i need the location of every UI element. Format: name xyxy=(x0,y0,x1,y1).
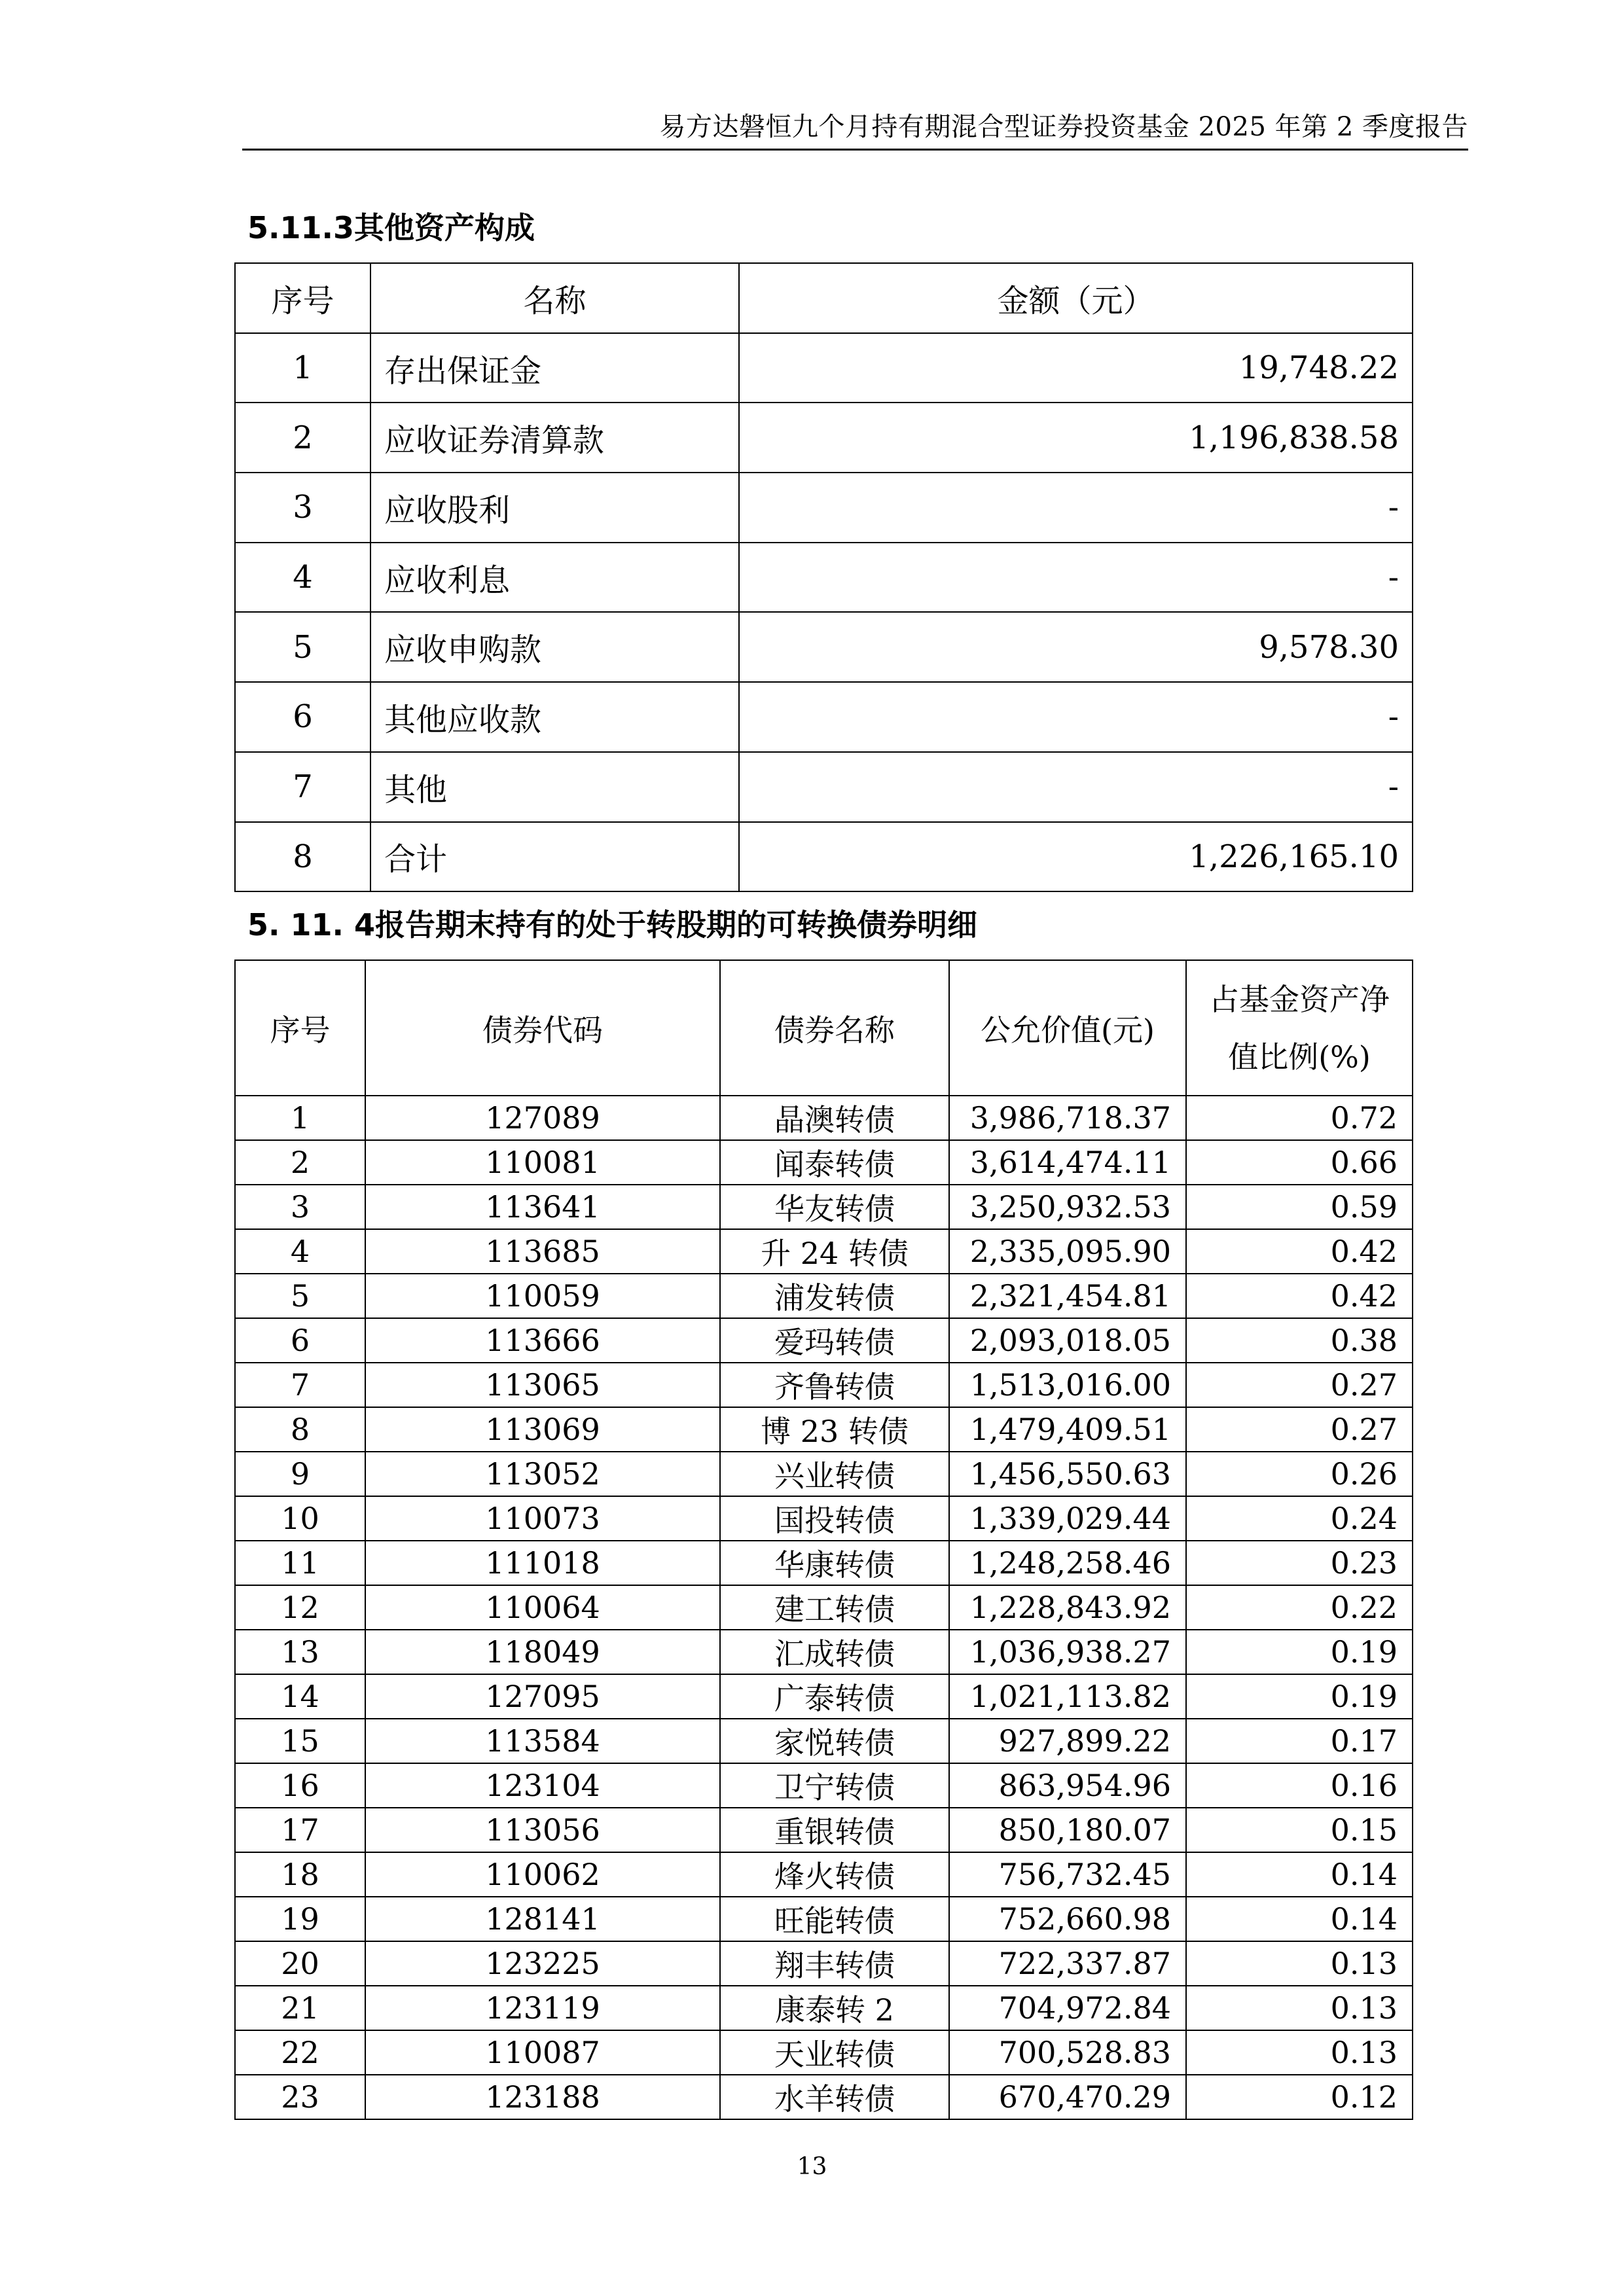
bond-name: 建工转债 xyxy=(720,1585,949,1630)
bond-code: 110073 xyxy=(365,1496,720,1541)
bond-code: 113584 xyxy=(365,1719,720,1763)
bond-code: 123119 xyxy=(365,1986,720,2030)
fair-value: 2,093,018.05 xyxy=(949,1318,1186,1363)
nav-ratio: 0.19 xyxy=(1186,1674,1413,1719)
table-row xyxy=(235,1808,1413,1852)
bond-name: 汇成转债 xyxy=(720,1630,949,1674)
bond-name: 旺能转债 xyxy=(720,1897,949,1941)
table-row xyxy=(235,1229,1413,1274)
bond-name: 广泰转债 xyxy=(720,1674,949,1719)
bond-name: 华康转债 xyxy=(720,1541,949,1585)
row-index: 12 xyxy=(235,1585,365,1630)
nav-ratio: 0.22 xyxy=(1186,1585,1413,1630)
table-row xyxy=(235,1674,1413,1719)
table-row xyxy=(235,1140,1413,1185)
bond-name: 华友转债 xyxy=(720,1185,949,1229)
asset-amount: 9,578.30 xyxy=(739,612,1413,682)
nav-ratio: 0.16 xyxy=(1186,1763,1413,1808)
fair-value: 1,248,258.46 xyxy=(949,1541,1186,1585)
bond-name: 水羊转债 xyxy=(720,2075,949,2119)
nav-ratio: 0.27 xyxy=(1186,1363,1413,1407)
row-index: 13 xyxy=(235,1630,365,1674)
fair-value: 1,339,029.44 xyxy=(949,1496,1186,1541)
bond-code: 110081 xyxy=(365,1140,720,1185)
row-index: 6 xyxy=(235,1318,365,1363)
nav-ratio: 0.26 xyxy=(1186,1452,1413,1496)
asset-name: 存出保证金 xyxy=(370,333,739,403)
nav-ratio: 0.15 xyxy=(1186,1808,1413,1852)
table-row xyxy=(235,1719,1413,1763)
fair-value: 3,250,932.53 xyxy=(949,1185,1186,1229)
page-number: 13 xyxy=(797,2153,827,2180)
table-row xyxy=(235,1096,1413,1140)
column-header: 名称 xyxy=(370,263,739,333)
nav-ratio: 0.24 xyxy=(1186,1496,1413,1541)
nav-ratio: 0.12 xyxy=(1186,2075,1413,2119)
bond-name: 浦发转债 xyxy=(720,1274,949,1318)
bond-code: 118049 xyxy=(365,1630,720,1674)
bond-code: 113069 xyxy=(365,1407,720,1452)
fair-value: 850,180.07 xyxy=(949,1808,1186,1852)
asset-amount: - xyxy=(739,752,1413,822)
bond-code: 113052 xyxy=(365,1452,720,1496)
bond-rows xyxy=(235,1096,1413,2119)
row-index: 14 xyxy=(235,1674,365,1719)
bond-name: 烽火转债 xyxy=(720,1852,949,1897)
table-row xyxy=(235,403,1413,473)
nav-ratio: 0.13 xyxy=(1186,2030,1413,2075)
table-row xyxy=(235,682,1413,752)
bond-name: 重银转债 xyxy=(720,1808,949,1852)
fair-value: 1,228,843.92 xyxy=(949,1585,1186,1630)
table-row xyxy=(235,333,1413,403)
asset-name: 其他应收款 xyxy=(370,682,739,752)
page-header-title: 易方达磐恒九个月持有期混合型证券投资基金 2025 年第 2 季度报告 xyxy=(659,112,1468,142)
table-row-total xyxy=(235,822,1413,892)
fair-value: 756,732.45 xyxy=(949,1852,1186,1897)
table-row xyxy=(235,1274,1413,1318)
bond-name: 齐鲁转债 xyxy=(720,1363,949,1407)
row-index: 1 xyxy=(235,333,370,403)
bond-name: 卫宁转债 xyxy=(720,1763,949,1808)
row-index: 2 xyxy=(235,1140,365,1185)
row-index: 5 xyxy=(235,612,370,682)
table-row xyxy=(235,1986,1413,2030)
bond-code: 127095 xyxy=(365,1674,720,1719)
bond-code: 123188 xyxy=(365,2075,720,2119)
row-index: 5 xyxy=(235,1274,365,1318)
table-row xyxy=(235,1452,1413,1496)
bond-name: 升 24 转债 xyxy=(720,1229,949,1274)
asset-name: 合计 xyxy=(370,822,739,892)
bond-code: 111018 xyxy=(365,1541,720,1585)
fair-value: 2,321,454.81 xyxy=(949,1274,1186,1318)
bond-name: 兴业转债 xyxy=(720,1452,949,1496)
asset-amount: 19,748.22 xyxy=(739,333,1413,403)
row-index: 8 xyxy=(235,822,370,892)
nav-ratio: 0.13 xyxy=(1186,1986,1413,2030)
bond-name: 晶澳转债 xyxy=(720,1096,949,1140)
table-row xyxy=(235,1630,1413,1674)
row-index: 18 xyxy=(235,1852,365,1897)
row-index: 20 xyxy=(235,1941,365,1986)
bond-name: 康泰转 2 xyxy=(720,1986,949,2030)
table-row xyxy=(235,1496,1413,1541)
table-row xyxy=(235,2075,1413,2119)
bond-name: 翔丰转债 xyxy=(720,1941,949,1986)
table-row xyxy=(235,612,1413,682)
nav-ratio: 0.42 xyxy=(1186,1229,1413,1274)
bond-code: 113056 xyxy=(365,1808,720,1852)
row-index: 3 xyxy=(235,473,370,543)
bond-code: 113641 xyxy=(365,1185,720,1229)
fair-value: 1,479,409.51 xyxy=(949,1407,1186,1452)
bond-code: 127089 xyxy=(365,1096,720,1140)
bond-code: 123225 xyxy=(365,1941,720,1986)
table-header-row xyxy=(235,263,1413,333)
bond-name: 闻泰转债 xyxy=(720,1140,949,1185)
row-index: 17 xyxy=(235,1808,365,1852)
bond-code: 123104 xyxy=(365,1763,720,1808)
nav-ratio: 0.17 xyxy=(1186,1719,1413,1763)
bond-code: 110062 xyxy=(365,1852,720,1897)
column-header: 序号 xyxy=(235,960,365,1096)
fair-value: 1,513,016.00 xyxy=(949,1363,1186,1407)
table-row xyxy=(235,1363,1413,1407)
table-row xyxy=(235,543,1413,613)
asset-amount: - xyxy=(739,543,1413,613)
table-row xyxy=(235,752,1413,822)
asset-amount: 1,196,838.58 xyxy=(739,403,1413,473)
table-row xyxy=(235,1585,1413,1630)
column-header: 公允价值(元) xyxy=(949,960,1186,1096)
fair-value: 722,337.87 xyxy=(949,1941,1186,1986)
asset-name: 应收证券清算款 xyxy=(370,403,739,473)
bond-code: 113065 xyxy=(365,1363,720,1407)
nav-ratio: 0.27 xyxy=(1186,1407,1413,1452)
nav-ratio: 0.14 xyxy=(1186,1852,1413,1897)
asset-name: 其他 xyxy=(370,752,739,822)
fair-value: 3,986,718.37 xyxy=(949,1096,1186,1140)
nav-ratio: 0.19 xyxy=(1186,1630,1413,1674)
column-header: 序号 xyxy=(235,263,370,333)
bond-code: 110064 xyxy=(365,1585,720,1630)
fair-value: 752,660.98 xyxy=(949,1897,1186,1941)
row-index: 23 xyxy=(235,2075,365,2119)
bond-name: 爱玛转债 xyxy=(720,1318,949,1363)
row-index: 15 xyxy=(235,1719,365,1763)
bond-code: 113685 xyxy=(365,1229,720,1274)
header-divider xyxy=(242,149,1468,151)
table-row xyxy=(235,1407,1413,1452)
row-index: 7 xyxy=(235,1363,365,1407)
row-index: 19 xyxy=(235,1897,365,1941)
table-row xyxy=(235,1763,1413,1808)
nav-ratio: 0.13 xyxy=(1186,1941,1413,1986)
row-index: 2 xyxy=(235,403,370,473)
bond-code: 110059 xyxy=(365,1274,720,1318)
row-index: 10 xyxy=(235,1496,365,1541)
fair-value: 2,335,095.90 xyxy=(949,1229,1186,1274)
table-header-row xyxy=(235,960,1413,1096)
fair-value: 1,021,113.82 xyxy=(949,1674,1186,1719)
fair-value: 3,614,474.11 xyxy=(949,1140,1186,1185)
row-index: 6 xyxy=(235,682,370,752)
row-index: 4 xyxy=(235,543,370,613)
fair-value: 863,954.96 xyxy=(949,1763,1186,1808)
table-row xyxy=(235,1541,1413,1585)
column-header: 债券代码 xyxy=(365,960,720,1096)
nav-ratio: 0.23 xyxy=(1186,1541,1413,1585)
row-index: 9 xyxy=(235,1452,365,1496)
table-row xyxy=(235,1318,1413,1363)
row-index: 7 xyxy=(235,752,370,822)
fair-value: 1,036,938.27 xyxy=(949,1630,1186,1674)
row-index: 21 xyxy=(235,1986,365,2030)
section-title-other-assets: 5.11.3其他资产构成 xyxy=(247,210,535,245)
table-row xyxy=(235,1897,1413,1941)
row-index: 22 xyxy=(235,2030,365,2075)
bond-code: 110087 xyxy=(365,2030,720,2075)
fair-value: 1,456,550.63 xyxy=(949,1452,1186,1496)
bond-name: 国投转债 xyxy=(720,1496,949,1541)
asset-name: 应收股利 xyxy=(370,473,739,543)
fair-value: 704,972.84 xyxy=(949,1986,1186,2030)
table-row xyxy=(235,2030,1413,2075)
fair-value: 700,528.83 xyxy=(949,2030,1186,2075)
other-assets-table xyxy=(234,262,1413,892)
row-index: 11 xyxy=(235,1541,365,1585)
bond-code: 113666 xyxy=(365,1318,720,1363)
asset-amount: - xyxy=(739,682,1413,752)
asset-amount: 1,226,165.10 xyxy=(739,822,1413,892)
fair-value: 927,899.22 xyxy=(949,1719,1186,1763)
column-header: 金额（元） xyxy=(739,263,1413,333)
nav-ratio: 0.59 xyxy=(1186,1185,1413,1229)
table-row xyxy=(235,1941,1413,1986)
asset-name: 应收申购款 xyxy=(370,612,739,682)
section-title-convertible-bonds: 5. 11. 4报告期末持有的处于转股期的可转换债券明细 xyxy=(247,907,978,942)
row-index: 8 xyxy=(235,1407,365,1452)
bond-name: 天业转债 xyxy=(720,2030,949,2075)
bond-name: 博 23 转债 xyxy=(720,1407,949,1452)
bond-name: 家悦转债 xyxy=(720,1719,949,1763)
row-index: 4 xyxy=(235,1229,365,1274)
asset-amount: - xyxy=(739,473,1413,543)
asset-name: 应收利息 xyxy=(370,543,739,613)
fair-value: 670,470.29 xyxy=(949,2075,1186,2119)
table-row xyxy=(235,473,1413,543)
row-index: 1 xyxy=(235,1096,365,1140)
nav-ratio: 0.14 xyxy=(1186,1897,1413,1941)
nav-ratio: 0.42 xyxy=(1186,1274,1413,1318)
bond-code: 128141 xyxy=(365,1897,720,1941)
nav-ratio: 0.72 xyxy=(1186,1096,1413,1140)
column-header: 债券名称 xyxy=(720,960,949,1096)
table-row xyxy=(235,1852,1413,1897)
row-index: 3 xyxy=(235,1185,365,1229)
convertible-bonds-table xyxy=(234,960,1413,2120)
column-header: 占基金资产净值比例(%) xyxy=(1186,960,1413,1096)
nav-ratio: 0.66 xyxy=(1186,1140,1413,1185)
nav-ratio: 0.38 xyxy=(1186,1318,1413,1363)
table-row xyxy=(235,1185,1413,1229)
row-index: 16 xyxy=(235,1763,365,1808)
